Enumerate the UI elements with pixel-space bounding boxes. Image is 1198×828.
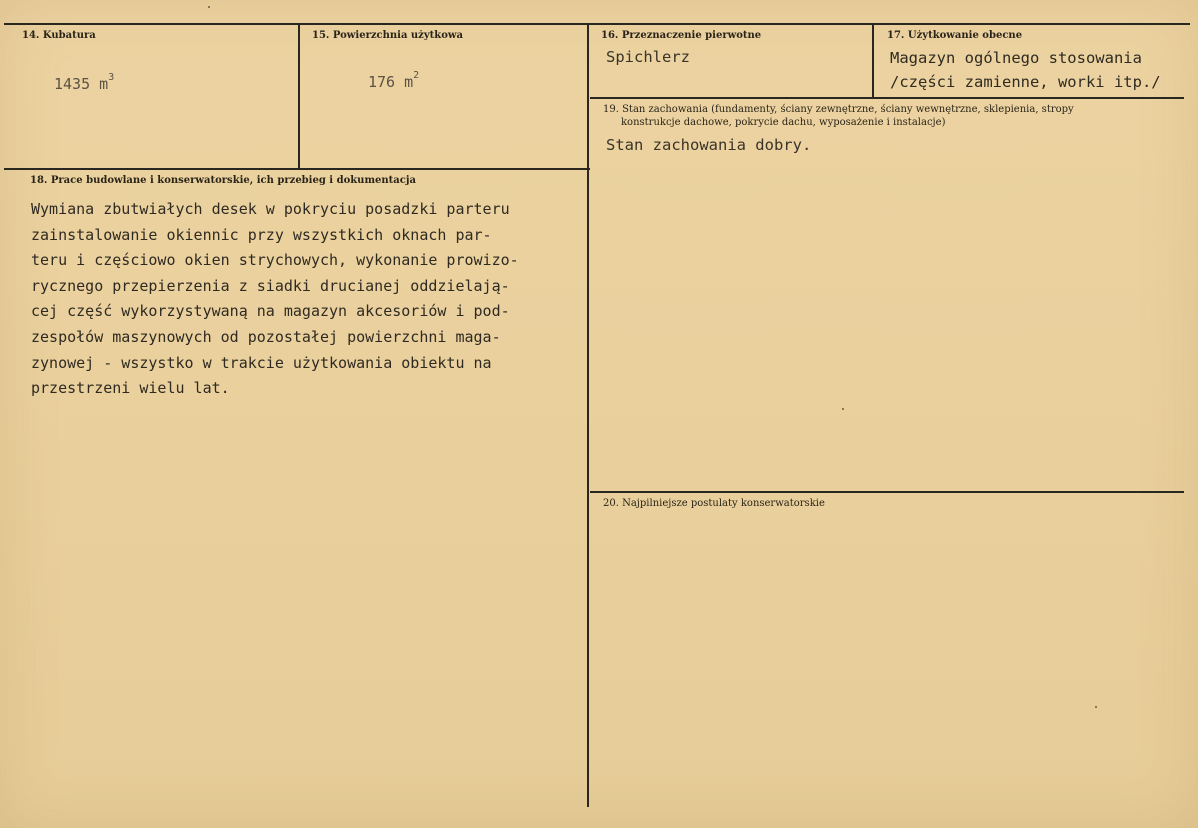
field-17-value: [890, 46, 1161, 94]
center-divider: [587, 24, 589, 807]
top-border: [4, 23, 1190, 25]
works-line: Wymiana zbutwiałych desek w pokryciu posadzki parteru: [31, 200, 510, 218]
field-18-value: [31, 197, 519, 402]
works-line: zynowej - wszystko w trakcie użytkowania obiektu na: [31, 353, 492, 372]
field-15-label: 15. Powierzchnia użytkowa: [312, 30, 463, 41]
field-20-label: 20. Najpilniejsze postulaty konserwatorskie: [603, 498, 825, 509]
field-19-label-line2: konstrukcje dachowe, pokrycie dachu, wyposażenie i instalacje): [621, 117, 946, 128]
area-value: 176 m: [368, 73, 414, 91]
works-line: zespołów maszynowych od pozostałej powierzchni maga-: [31, 327, 501, 346]
cubature-unit-exponent: 3: [108, 72, 115, 83]
field-17-label: 17. Użytkowanie obecne: [887, 30, 1023, 41]
row1-divider-left: [4, 168, 590, 170]
paper-speck: [208, 6, 210, 8]
paper-speck: [842, 408, 844, 410]
works-line: cej część wykorzystywaną na magazyn akcesoriów i pod-: [31, 302, 510, 321]
field-16-value: Spichlerz: [606, 48, 690, 66]
field-19-label: [603, 103, 1074, 129]
works-line: zainstalowanie okiennic przy wszystkich oknach par-: [31, 225, 492, 244]
field-14-label: 14. Kubatura: [22, 30, 96, 41]
field-19-value: Stan zachowania dobry.: [606, 136, 812, 154]
field-18-label: 18. Prace budowlane i konserwatorskie, ich przebieg i dokumentacja: [30, 175, 416, 186]
works-line: rycznego przepierzenia z siadki drucianej oddzielają-: [31, 276, 510, 295]
works-line: przestrzeni wielu lat.: [31, 379, 230, 398]
row1-divider-right: [590, 97, 1184, 99]
field-16-label: 16. Przeznaczenie pierwotne: [601, 30, 762, 41]
paper-speck: [1095, 706, 1097, 708]
field-15-value: [368, 70, 419, 91]
divider-16-17: [872, 24, 874, 98]
field-19-label-line1: 19. Stan zachowania (fundamenty, ściany zewnętrzne, ściany wewnętrzne, sklepienia, stropy: [603, 104, 1074, 115]
divider-14-15: [298, 24, 300, 169]
cubature-value: 1435 m: [54, 75, 109, 93]
current-use-line: /części zamienne, worki itp./: [890, 73, 1161, 91]
current-use-line: Magazyn ogólnego stosowania: [890, 49, 1142, 67]
works-line: teru i częściowo okien strychowych, wykonanie prowizo-: [31, 251, 519, 270]
row2-divider-right: [590, 491, 1184, 493]
field-14-value: [54, 72, 114, 93]
area-unit-exponent: 2: [413, 70, 420, 81]
